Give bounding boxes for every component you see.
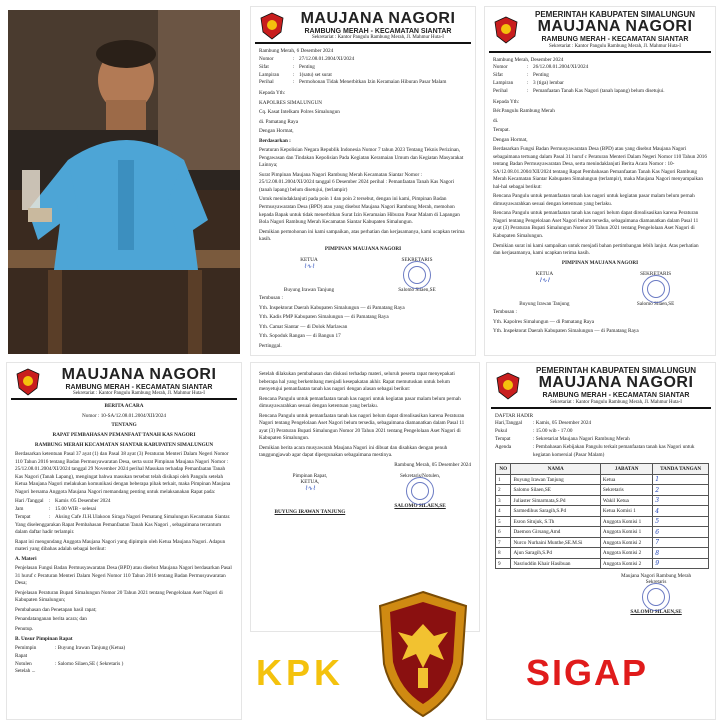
cell-role: Ketua Komisi 1 bbox=[600, 506, 652, 517]
letterhead bbox=[491, 363, 711, 409]
cc-recipient: Yth. Sopoduk Rangan bbox=[259, 333, 305, 340]
detail-label: Agenda bbox=[495, 443, 512, 450]
regency-logo-icon bbox=[259, 12, 285, 40]
basis-item: Peraturan Kepolisian Negara Republik Indonesia Nomor 7 tahun 2023 Tentang Teknis Perizinan, Pengawasan dan Tindakan Kepolisian Pada Kegiatan Keramaian Umum dan Kegiatan Masyarakat Lainnya; bbox=[259, 147, 464, 169]
cell-role: Anggota Komisi 2 bbox=[600, 558, 652, 569]
point-item: Rencana Pangulu untuk pemanfaatan tanah kas nagori belum dapat direalisasikan karena Peraturan Nagori tentang Pengelolaan Aset Nagori belum tersedia, sebagaimana diamanatkan dalam Pasal 11 ayat (3) Peraturan Bupati Simalungun Nomor 20 Tahun 2021 tentang Pengelolaan Aset Nagori di Kabupaten Simalungun. bbox=[493, 210, 699, 239]
official-stamp bbox=[373, 479, 467, 503]
meta-value: Pemanfaatan Tanah Kas Nagori (tanah lapang) belum disetujui. bbox=[533, 87, 665, 94]
letterhead-government: PEMERINTAH KABUPATEN SIMALUNGUN bbox=[535, 10, 695, 19]
section-heading: B. Unsur Pimpinan Rapat bbox=[15, 635, 73, 642]
meta-value: 27/12.08.01.2004/XI/2024 bbox=[299, 55, 355, 62]
signatory-heading: PIMPINAN MAUJANA NAGORI bbox=[324, 245, 402, 252]
regency-logo-icon bbox=[495, 372, 521, 400]
detail-label: Pemimpin Rapat bbox=[15, 645, 37, 659]
cell-signature: 5 bbox=[653, 516, 709, 527]
meta-value: 3 (tiga) lembar bbox=[533, 79, 564, 86]
recipient-tempat: Tempat. bbox=[493, 127, 510, 134]
man-seated-photo bbox=[8, 10, 240, 354]
cc-place: di Pamatang Raya bbox=[366, 304, 405, 311]
cell-role: Anggota Komisi 2 bbox=[600, 537, 652, 548]
meta-label: Lampiran bbox=[493, 79, 514, 86]
body-paragraph: Untuk menindaklanjuti pada poin 1 dan poin 2 tersebut, dengan ini kami, Pimpinan Badan Permusyawaratan Desa (BPD) atau yang disebut Maujana Nagori Rambung Merah, memohon kepada Bapak untuk tidak menerbitkan Surat Izin Keramaian Hiburan Pasar Malam di Lapangan Bola Nagori Rambung Merah Kecamatan Siantar Kabupaten Simalungun. bbox=[259, 196, 460, 226]
cc-place: di Pamatang Raya bbox=[350, 314, 389, 321]
letterhead-name: MAUJANA NAGORI bbox=[538, 374, 694, 392]
recipient-label: Kepada Yth: bbox=[493, 98, 520, 105]
subject-line: RAMBUNG MERAH KECAMATAN SIANTAR KABUPATEN SIMALUNGUN bbox=[34, 441, 214, 448]
recipient-name: Bér.Pangulu Rambung Merah bbox=[493, 108, 555, 115]
detail-value: : Pembahasan Kebijakan Pangulu terkait pemanfaatan tanah kas Nagori untuk kegiatan komersial (Pasar Malam) bbox=[533, 443, 695, 458]
decision-item: Rencana Pangulu untuk pemanfaatan tanah kas nagori untuk kegiatan pasar malam belum pernah dimusyawarahkan sesuai dengan ketentuan yang berlaku. bbox=[259, 395, 461, 410]
cell-name: Sarmedihus Saragih,S.Pd bbox=[511, 506, 600, 517]
signature: ⌇∿⌇ bbox=[303, 263, 315, 271]
official-stamp bbox=[608, 277, 703, 301]
cell-no: 8 bbox=[496, 548, 511, 559]
cc-place: di Bangun 17 bbox=[312, 333, 341, 340]
closing-paragraph: Demikian surat ini kami sampaikan untuk menjadi bahan pertimbangan lebih lanjut. Atas perhatian dan kerjasamanya, kami ucapkan terima kasih. bbox=[493, 242, 699, 257]
column-header: NAMA bbox=[511, 464, 600, 475]
detail-label: Hari,Tanggal bbox=[495, 420, 523, 427]
cell-name: Nurco Nurhaini Munthe,SE.M.Si bbox=[511, 537, 600, 548]
agenda-item: Penutup. bbox=[15, 626, 34, 632]
salutation: Dengan Hormat, bbox=[259, 128, 294, 135]
cell-name: Buyung Irawan Tanjung bbox=[511, 474, 600, 485]
meeting-details bbox=[487, 420, 715, 459]
letterhead bbox=[11, 363, 237, 400]
recipient-place: di. bbox=[493, 117, 499, 124]
letter-date: Rambung Merah, 6 Desember 2024 bbox=[259, 48, 334, 55]
kpk-wordmark: KPK bbox=[256, 652, 345, 693]
body-paragraph: Yang diselenggarakan Rapat Pembahasan Pemanfaatan Tanah Kas Nagori , sebagaimana tercantum dalam daftar hadir terlampir. bbox=[15, 521, 222, 536]
detail-value: : Sekretariat Maujana Nagori Rambung Merah bbox=[533, 435, 630, 442]
official-stamp bbox=[609, 585, 703, 609]
basis-heading: Berdasarkan : bbox=[259, 137, 291, 144]
cc-recipient: Yth. Kapolres Simalungun bbox=[493, 318, 549, 325]
column-header: NO bbox=[496, 464, 511, 475]
letterhead-sub: RAMBUNG MERAH - KECAMATAN SIANTAR bbox=[541, 36, 689, 44]
signature: ⌇∿⌇ bbox=[538, 277, 550, 285]
cc-place: di Dolok Marlawan bbox=[306, 323, 348, 330]
signer-name: Salomo Silaen,SE bbox=[636, 301, 675, 308]
letter-date: Rambung Merah, Desember 2024 bbox=[493, 56, 564, 63]
cell-no: 4 bbox=[496, 506, 511, 517]
meta-label: Nomor bbox=[493, 64, 508, 71]
cell-role: Wakil Ketua bbox=[600, 495, 652, 506]
agenda-item: Penjelasan Peraturan Bupati Simalungun Nomor 20 Tahun 2021 tentang Pengelolaan Aset Nagori di Kabupaten Simalungun; bbox=[15, 589, 223, 604]
cc-recipient: Yth. Camat Siantar bbox=[259, 323, 299, 330]
table-row bbox=[496, 527, 709, 538]
meta-value: Penting bbox=[533, 72, 549, 79]
signer-name: Buyung Irawan Tanjung bbox=[519, 301, 570, 308]
letterhead-name: MAUJANA NAGORI bbox=[537, 18, 693, 36]
detail-value: : Buyung Irawan Tanjung (Ketua) bbox=[55, 645, 126, 652]
decision-item: Rencana Pangulu untuk pemanfaatan tanah kas nagori belum dapat direalisasikan karena Peraturan Nagori tentang Pengelolaan Aset Nagori belum tersedia, sebagaimana diamanatkan dalam Pasal 11 ayat (3) Peraturan Bupati Simalungun Nomor 20 Tahun 2021 tentang Pengelolaan Aset Nagori di Kabupaten Simalungun. bbox=[259, 412, 465, 442]
meta-label: Perihal bbox=[259, 79, 274, 86]
role-label: KETUA bbox=[300, 257, 318, 264]
detail-value: : 15.00 wib - 17.00 bbox=[533, 428, 573, 435]
cell-signature: 6 bbox=[653, 527, 709, 538]
document-number: Nomor : 10-SA/12.08.01.2004/XII/2024 bbox=[81, 412, 166, 419]
table-row bbox=[496, 516, 709, 527]
letterhead-address: Sekretariat : Kantor Pangulu Rambung Merah, Jl. Mahmur Huta-I bbox=[312, 35, 444, 41]
berita-acara-page-1 bbox=[6, 362, 242, 720]
body-paragraph: Setelah dilakukan pembahasan dan diskusi terhadap materi, seluruh peserta rapat menyepakati beberapa hal yang berkembang menjadi kesepakatan akhir. Rapat memutuskan untuk belum menyetujui pemanfaatan tanah kas nagori dengan alasan sebagai berikut: bbox=[259, 371, 455, 393]
attendance-table bbox=[495, 463, 709, 569]
letterhead-name: MAUJANA NAGORI bbox=[61, 366, 217, 383]
detail-label: Jam bbox=[15, 506, 24, 513]
cell-role: Anggota Komisi 1 bbox=[600, 527, 652, 538]
sigap-wordmark: SIGAP bbox=[526, 652, 649, 693]
police-emblem-icon bbox=[374, 590, 472, 718]
table-row bbox=[496, 485, 709, 496]
regency-logo-icon bbox=[15, 368, 41, 396]
detail-label: Notulen bbox=[15, 660, 32, 667]
cc-heading: Tembusan : bbox=[259, 295, 283, 302]
document-title: BERITA ACARA bbox=[104, 403, 144, 410]
detail-value: : Kamis, 05 Desember 2024 bbox=[533, 420, 592, 427]
signer-name: SALOMO SILAEN,SE bbox=[630, 609, 682, 616]
detail-label: Tempat bbox=[495, 435, 511, 442]
role-label: SEKRETARIS bbox=[640, 271, 672, 278]
cell-role: Ketua bbox=[600, 474, 652, 485]
cell-role: Anggota Komisi 2 bbox=[600, 548, 652, 559]
signature-block bbox=[251, 257, 475, 293]
role-label: SEKRETARIS bbox=[401, 257, 433, 264]
cell-signature: 2 bbox=[653, 485, 709, 496]
closing-paragraph: Demikian berita acara musyawarah Maujana Nagori ini dibuat dan disahkan dengan penuh tanggungjawab agar dapat dipergunakan sebagaimana mestinya. bbox=[259, 444, 448, 459]
signature: ⌇∿⌇ bbox=[304, 485, 316, 493]
basis-item: Surat Pimpinan Maujana Nagori Rambung Merah Kecamatan Siantar Nomor : 25/12.08.01.2004/XI/2024 tanggal 6 Desember 2024 perihal : Pemanfaatan Tanah Kas Nagori (tanah lapang) belum disetujui, (terlampir) bbox=[259, 171, 455, 193]
letterhead-sub: RAMBUNG MERAH - KECAMATAN SIANTAR bbox=[304, 27, 452, 35]
document-date: Rambung Merah, 05 Desember 2024 bbox=[394, 461, 471, 468]
cc-item: Yth. Camat Siantar — di Dolok Marlawan bbox=[259, 323, 348, 330]
document-title: DAFTAR HADIR bbox=[495, 412, 534, 419]
signature-block bbox=[485, 271, 715, 307]
cell-no: 5 bbox=[496, 516, 511, 527]
column-header: TANDA TANGAN bbox=[653, 464, 709, 475]
signature-block bbox=[487, 573, 715, 615]
cell-name: Juliaster Simarmata,S.Pd bbox=[511, 495, 600, 506]
about-label: TENTANG bbox=[111, 422, 137, 429]
cc-item: Yth. Inspektorat Daerah Kabupaten Simalungun — di Pamatang Raya bbox=[493, 328, 639, 335]
detail-value: 15.00 WIB - selesai bbox=[55, 506, 97, 513]
meta-label: Sifat bbox=[493, 72, 503, 79]
letter-meta: Nomor : 26/12.08.01.2004/XI/2024 Sifat : Penting Lampiran : 3 (tiga) lembar Perihal : Pemanfaatan Tanah Kas Nagori (tanah lapang) belum disetujui. bbox=[485, 64, 715, 95]
meta-value: 26/12.08.01.2004/XI/2024 bbox=[533, 64, 589, 71]
cc-item: Yth. Inspektorat Daerah Kabupaten Simalungun — di Pamatang Raya bbox=[259, 304, 405, 311]
cell-signature: 4 bbox=[653, 506, 709, 517]
table-row bbox=[496, 548, 709, 559]
role-label: KETUA, bbox=[300, 479, 320, 486]
cell-no: 6 bbox=[496, 527, 511, 538]
body-paragraph: Berdasarkan ketentuan Pasal 37 ayat (1) dan Pasal 38 ayat (3) Peraturan Menteri Dalam Negeri Nomor 110 Tahun 2016 tentang Badan Permusyawaratan Desa, serta surat Pimpinan Maujana Nagori Nomor : 25/12.08.01.2004/XI/2024 tanggal 29 November 2024 perihal Masukan terhadap Pemanfaatan Tanah Kas Nagori (Tanah Lapang), mengingat bahwa masukan tersebut telah disikapi oleh Pangulu setelah Ketua Maujana Nagori melakukan komunikasi dengan beberapa pihak terkait, maka Pimpinan Maujana Nagori bersama Anggota Maujana Nagori memandang penting untuk melaksanakan Rapat pada: bbox=[15, 451, 231, 495]
footer-org: Maujana Nagori Rambung Merah bbox=[621, 573, 692, 580]
letterhead bbox=[489, 7, 711, 53]
detail-value: Kamis /05 Desember 2024 bbox=[55, 498, 111, 505]
role-label: KETUA bbox=[535, 271, 554, 278]
table-row bbox=[496, 537, 709, 548]
meta-value: 1(satu) set surat bbox=[299, 71, 332, 78]
table-row bbox=[496, 558, 709, 569]
agenda-item: Penandatanganan berita acara; dan bbox=[15, 616, 87, 623]
cc-recipient: Yth. Kadis PMP Kabupaten Simalungun bbox=[259, 314, 344, 321]
signer-name: BUYUNG IRAWAN TANJUNG bbox=[274, 509, 346, 516]
regency-logo-icon bbox=[493, 16, 519, 44]
detail-label: Pukul bbox=[495, 428, 508, 435]
agenda-item: Pembahasan dan Penetapan hasil rapat; bbox=[15, 606, 97, 613]
letterhead-address: Sekretariat : Kantor Pangulu Rambung Merah, Jl. Mahmur Huta-I bbox=[550, 399, 682, 405]
meta-label: Lampiran bbox=[259, 71, 280, 78]
table-row bbox=[496, 474, 709, 485]
detail-value: : Salomo Silaen,SE ( Sekretaris ) bbox=[55, 660, 124, 667]
letterhead-name: MAUJANA NAGORI bbox=[300, 10, 456, 27]
column-header: JABATAN bbox=[600, 464, 652, 475]
cell-signature: 8 bbox=[653, 548, 709, 559]
letterhead-sub: RAMBUNG MERAH - KECAMATAN SIANTAR bbox=[542, 392, 690, 400]
agenda-item: Penjelasan Fungsi Badan Permusyawaratan Desa (BPD) atau disebut Maujana Nagori berdasarkan Pasal 31 huruf c Peraturan Menteri Dalam Negeri Nomor 110 Tahun 2016 tentang Badan Permusyawaratan Desa; bbox=[15, 565, 232, 587]
cell-name: Esron Situjuk, S.Th bbox=[511, 516, 600, 527]
subject-line: RAPAT PEMBAHASAN PEMANFAAT TANAH KAS NAGORI bbox=[52, 431, 196, 438]
letterhead-sub: RAMBUNG MERAH - KECAMATAN SIANTAR bbox=[65, 383, 213, 391]
meta-label: Nomor bbox=[259, 55, 274, 62]
role-label: Pimpinan Rapat, bbox=[292, 473, 328, 480]
cc-place: di Pamatang Raya bbox=[556, 318, 595, 325]
official-stamp bbox=[371, 263, 463, 287]
signer-name: SALOMO SILAEN,SE bbox=[394, 503, 446, 510]
cell-no: 9 bbox=[496, 558, 511, 569]
letterhead-address: Sekretariat : Kantor Pangulu Rambung Merah, Jl. Mahmur Huta-I bbox=[73, 391, 205, 397]
cell-name: Salomo Silaen,SE bbox=[511, 485, 600, 496]
letterhead-address: Sekretariat : Kantor Pangulu Rambung Merah, Jl. Mahmur Huta-I bbox=[549, 43, 681, 49]
detail-label: Hari /Tanggal bbox=[15, 498, 44, 505]
salutation: Dengan Hormat, bbox=[493, 136, 528, 143]
letterhead bbox=[255, 7, 471, 44]
body-paragraph: Berdasarkan Fungsi Badan Permusyawaratan Desa (BPD) atau yang disebut Maujana Nagori sebagaimana tertuang dalam Pasal 31 huruf c Peraturan Menteri Dalam Negeri Nomor 110 Tahun 2016 tentang Badan Permusyawaratan Desa, serta menindaklanjuti Berita Acara Nomor : 10-SA/12.08.01.2004/XII/2024 tentang Rapat Pembahasan Pemanfaatan Tanah Kas Nagori Rambung Merah Kecamatan Siantar Kabupaten Simalungun (terlampir), maka Maujana Nagori menyampaikan hal-hal sebagai berikut: bbox=[493, 146, 707, 190]
cc-item: Pertinggal. bbox=[259, 342, 282, 349]
cell-name: Nasriuddin Khair Hasibuan bbox=[511, 558, 600, 569]
recipient-label: Kepada Yth: bbox=[259, 90, 286, 97]
recipient-cq: Cq. Kasat Intelkam Polres Simalungun bbox=[259, 109, 340, 116]
closing-paragraph: Demikian permohonan ini kami sampaikan, atas perhatian dan kerjasamanya, kami ucapkan terima kasih. bbox=[259, 228, 465, 243]
signature-block bbox=[251, 473, 479, 515]
signer-name: Salomo Silaen,SE bbox=[398, 287, 436, 294]
table-row bbox=[496, 506, 709, 517]
detail-value: Aksing Cafe JI.H.Ulakoon Siraga Nagori Pematang Simalungun Kecamatan Siantar. bbox=[55, 513, 231, 520]
continued-marker: Setelah ... bbox=[15, 668, 36, 675]
cell-no: 2 bbox=[496, 485, 511, 496]
cell-signature: 1 bbox=[653, 474, 709, 485]
detail-label: Tempat bbox=[15, 513, 31, 520]
meta-label: Sifat bbox=[259, 63, 269, 70]
cell-no: 1 bbox=[496, 474, 511, 485]
point-item: Rencana Pangulu untuk pemanfaatan tanah kas nagori untuk kegiatan pasar malam belum pernah dimusyawarahkan sesuai dengan ketentuan yang berlaku. bbox=[493, 193, 695, 207]
meta-label: Perihal bbox=[493, 87, 508, 94]
signer-name: Buyung Irawan Tanjung bbox=[283, 287, 335, 294]
cell-signature: 7 bbox=[653, 537, 709, 548]
cell-no: 7 bbox=[496, 537, 511, 548]
photo-panel bbox=[8, 10, 240, 354]
recipient-place: di. Pamatang Raya bbox=[259, 118, 299, 125]
table-row bbox=[496, 495, 709, 506]
body-paragraph: Rapat ini mengundang Anggota Maujana Nagori yang dipimpin oleh Ketua Maujana Nagori. Adapun materi yang dibahas adalah sebagai berikut: bbox=[15, 538, 226, 553]
cc-heading: Tembusan : bbox=[493, 309, 517, 316]
cell-no: 3 bbox=[496, 495, 511, 506]
meta-value: Permohonan Tidak Menerbitkan Izin Keramaian Hiburan Pasar Malam bbox=[299, 79, 447, 86]
section-heading: A. Materi bbox=[15, 555, 37, 562]
cell-name: Daemon Girsang,Amd bbox=[511, 527, 600, 538]
cell-role: Anggota Komisi 1 bbox=[600, 516, 652, 527]
cell-signature: 3 bbox=[653, 495, 709, 506]
role-label: Sekretaris bbox=[645, 579, 667, 586]
cc-recipient: Yth. Inspektorat Daerah Kabupaten Simalungun bbox=[493, 328, 594, 335]
letter-meta: Nomor : 27/12.08.01.2004/XI/2024 Sifat : Penting Lampiran : 1(satu) set surat Perihal : Permohonan Tidak Menerbitkan Izin Keramaian Hiburan Pasar Malam bbox=[251, 56, 475, 87]
cc-item: Yth. Sopoduk Rangan — di Bangun 17 bbox=[259, 333, 341, 340]
cell-name: Ajun Saragih,S.Pd bbox=[511, 548, 600, 559]
cell-signature: 9 bbox=[653, 558, 709, 569]
letterhead-government: PEMERINTAH KABUPATEN SIMALUNGUN bbox=[536, 366, 696, 375]
cell-role: Sekretaris bbox=[600, 485, 652, 496]
letter-pemanfaatan bbox=[484, 6, 716, 356]
cc-recipient: Yth. Inspektorat Daerah Kabupaten Simalungun bbox=[259, 304, 360, 311]
cc-item: Yth. Kadis PMP Kabupaten Simalungun — di Pamatang Raya bbox=[259, 314, 389, 321]
letter-permohonan bbox=[250, 6, 476, 356]
role-label: Sekretaris/Notulen, bbox=[399, 473, 441, 480]
meta-value: Penting bbox=[299, 63, 315, 70]
cc-place: di Pamatang Raya bbox=[600, 328, 639, 335]
signatory-heading: PIMPINAN MAUJANA NAGORI bbox=[561, 259, 639, 266]
meeting-details: Hari /Tanggal : Kamis /05 Desember 2024 Jam : 15.00 WIB - selesai Tempat : Aksing Cafe JI.H.Ulakoon Siraga Nagori Pematang Simalungun Kecamatan Siantar. bbox=[7, 498, 241, 521]
recipient-name: KAPOLRES SIMALUNGUN bbox=[259, 99, 322, 106]
cc-item: Yth. Kapolres Simalungun — di Pamatang Raya bbox=[493, 318, 595, 325]
